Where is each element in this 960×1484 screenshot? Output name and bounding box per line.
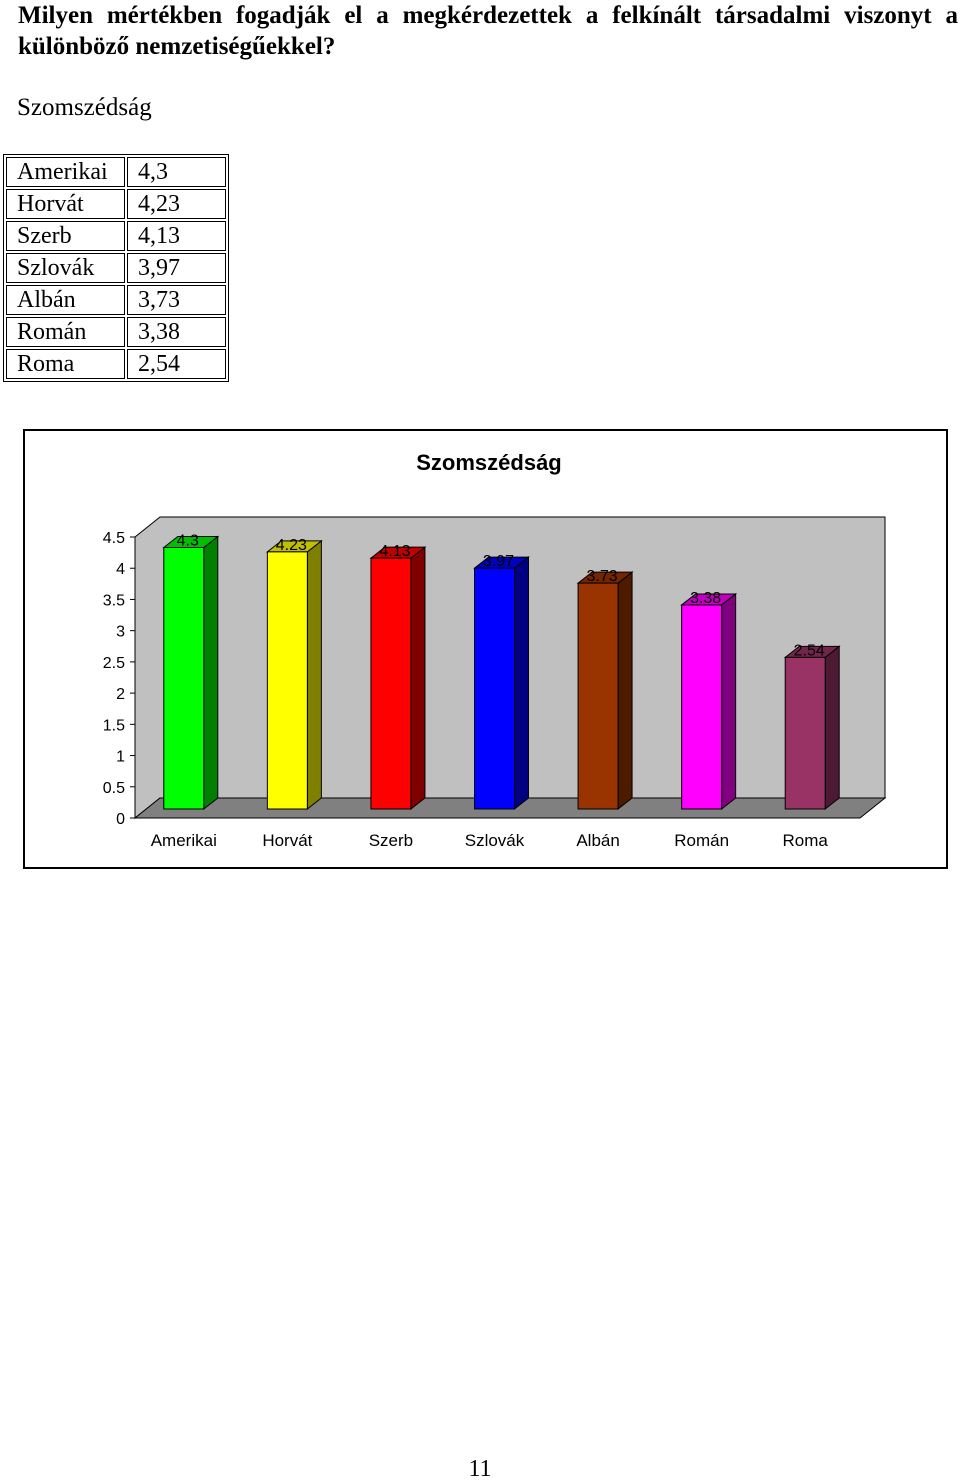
table-row: [6, 317, 226, 347]
table-row: [6, 285, 226, 315]
data-label: 3.73: [586, 568, 618, 586]
y-tick-label: 4.5: [102, 530, 125, 547]
chart-title: Szomszédság: [416, 450, 562, 475]
table-cell-value: 4,13: [127, 221, 226, 251]
table-cell-value: 3,97: [127, 253, 226, 283]
section-subheading: Szomszédság: [17, 94, 152, 121]
data-label: 3.38: [690, 589, 722, 607]
data-label: 4.23: [275, 536, 307, 554]
y-tick-label: 1: [116, 748, 125, 766]
page-number: 11: [468, 1456, 492, 1482]
bar: [371, 558, 411, 809]
x-tick-label: Szlovák: [464, 831, 525, 850]
bar: [682, 605, 722, 809]
bar: [785, 657, 825, 809]
table-cell-value: 4,3: [127, 157, 226, 187]
table-row: [6, 157, 226, 187]
data-label: 3.97: [482, 553, 515, 571]
y-tick-label: 2: [116, 686, 125, 704]
table-row: [6, 349, 226, 379]
bar-side: [411, 547, 425, 809]
bar-side: [307, 541, 321, 809]
bar: [475, 568, 515, 809]
y-tick-label: 4: [116, 561, 125, 579]
bar: [164, 547, 204, 809]
table-cell-label: Amerikai: [6, 157, 125, 187]
y-tick-label: 0: [116, 811, 125, 828]
table-cell-label: Szerb: [6, 221, 125, 251]
bar-side: [204, 536, 218, 809]
bar: [267, 552, 307, 809]
x-tick-label: Román: [674, 831, 730, 850]
x-tick-label: Horvát: [262, 831, 313, 850]
bar: [578, 583, 618, 809]
x-tick-label: Amerikai: [150, 831, 217, 850]
table-cell-label: Roma: [6, 349, 125, 379]
table-cell-label: Román: [6, 317, 125, 347]
y-tick-label: 0.5: [102, 779, 125, 797]
table-row: [6, 221, 226, 251]
chart-frame: [23, 429, 948, 869]
bar-side: [515, 557, 529, 809]
bar-side: [618, 572, 632, 809]
bar-side: [722, 594, 736, 809]
x-tick-label: Szerb: [368, 831, 414, 850]
table-cell-value: 2,54: [127, 349, 226, 379]
table-cell-value: 4,23: [127, 189, 226, 219]
y-tick-label: 3: [116, 623, 125, 641]
table-cell-label: Horvát: [6, 189, 125, 219]
bar-side: [825, 646, 839, 809]
x-tick-label: Roma: [782, 831, 828, 850]
table-row: [6, 253, 226, 283]
table-row: [6, 189, 226, 219]
table-cell-label: Szlovák: [6, 253, 125, 283]
table-cell-value: 3,38: [127, 317, 226, 347]
y-tick-label: 2.5: [102, 654, 125, 672]
table-cell-value: 3,73: [127, 285, 226, 315]
data-label: 2.54: [793, 642, 825, 660]
bar-chart: [25, 431, 946, 867]
data-label: 4.13: [379, 543, 411, 561]
table-cell-label: Albán: [6, 285, 125, 315]
page-heading: Milyen mértékben fogadják el a megkérdezettek a felkínált társadalmi viszonyt a különböző nemzetiségűekkel?: [18, 2, 958, 60]
data-label: 4.3: [176, 532, 199, 550]
y-tick-label: 1.5: [102, 717, 125, 735]
data-table: [3, 154, 229, 382]
x-tick-label: Albán: [576, 831, 620, 850]
y-tick-label: 3.5: [102, 592, 125, 610]
